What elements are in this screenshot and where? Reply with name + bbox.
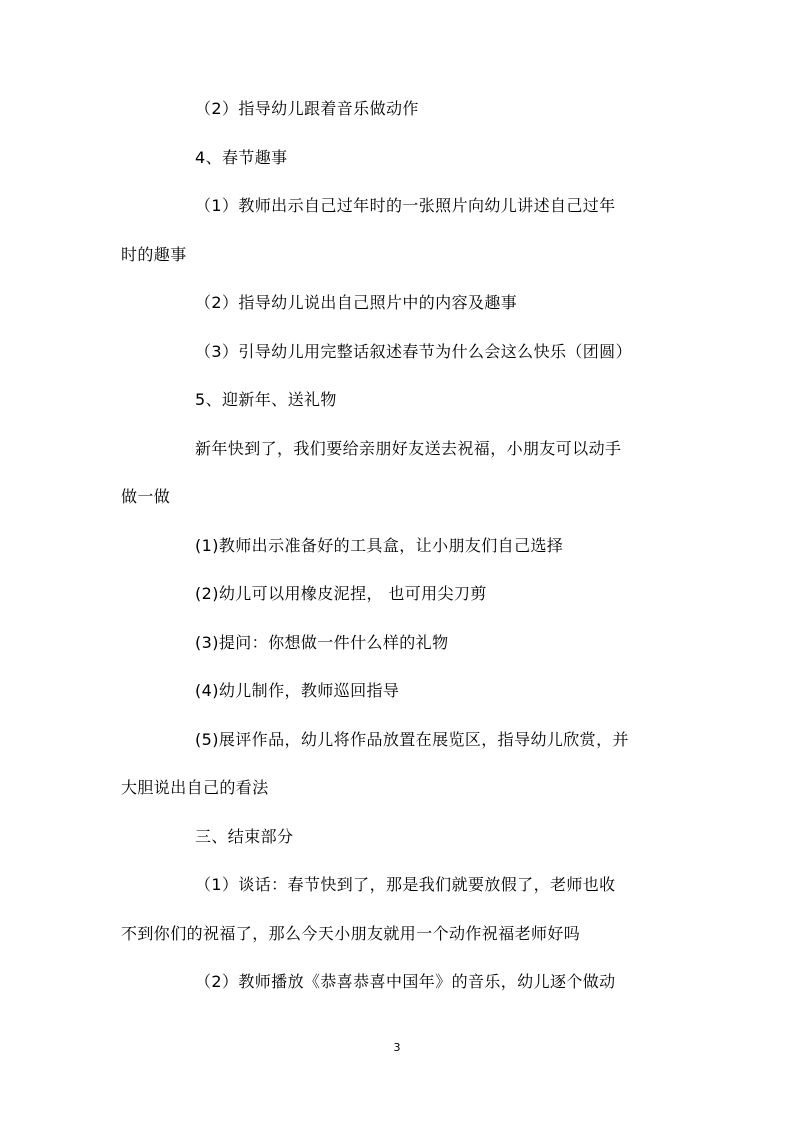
paragraph-line: 做一做 — [121, 487, 171, 506]
paragraph-line: (3)提问：你想做一件什么样的礼物 — [195, 633, 449, 652]
paragraph-line: （3）引导幼儿用完整话叙述春节为什么会这么快乐（团圆） — [195, 342, 632, 361]
paragraph-line: 大胆说出自己的看法 — [121, 778, 269, 797]
paragraph-line: 时的趣事 — [121, 245, 187, 264]
paragraph-line: （1）谈话：春节快到了，那是我们就要放假了，老师也收 — [195, 875, 616, 894]
paragraph-line: (4)幼儿制作，教师巡回指导 — [195, 681, 400, 700]
paragraph-line: （1）教师出示自己过年时的一张照片向幼儿讲述自己过年 — [195, 196, 616, 215]
paragraph-line: 新年快到了，我们要给亲朋好友送去祝福，小朋友可以动手 — [195, 439, 622, 458]
page-number: 3 — [393, 1041, 401, 1054]
section-heading: 5、迎新年、送礼物 — [195, 390, 337, 409]
section-heading: 4、春节趣事 — [195, 148, 288, 167]
paragraph-line: （2）教师播放《恭喜恭喜中国年》的音乐，幼儿逐个做动 — [195, 972, 616, 991]
paragraph-line: （2）指导幼儿跟着音乐做动作 — [195, 99, 419, 118]
paragraph-line: 不到你们的祝福了，那么今天小朋友就用一个动作祝福老师好吗 — [121, 924, 581, 943]
paragraph-line: (1)教师出示准备好的工具盒，让小朋友们自己选择 — [195, 536, 564, 555]
paragraph-line: （2）指导幼儿说出自己照片中的内容及趣事 — [195, 293, 518, 312]
paragraph-line: (5)展评作品，幼儿将作品放置在展览区，指导幼儿欣赏，并 — [195, 730, 629, 749]
paragraph-line: (2)幼儿可以用橡皮泥捏， 也可用尖刀剪 — [195, 584, 487, 603]
section-heading: 三、结束部分 — [195, 827, 294, 846]
